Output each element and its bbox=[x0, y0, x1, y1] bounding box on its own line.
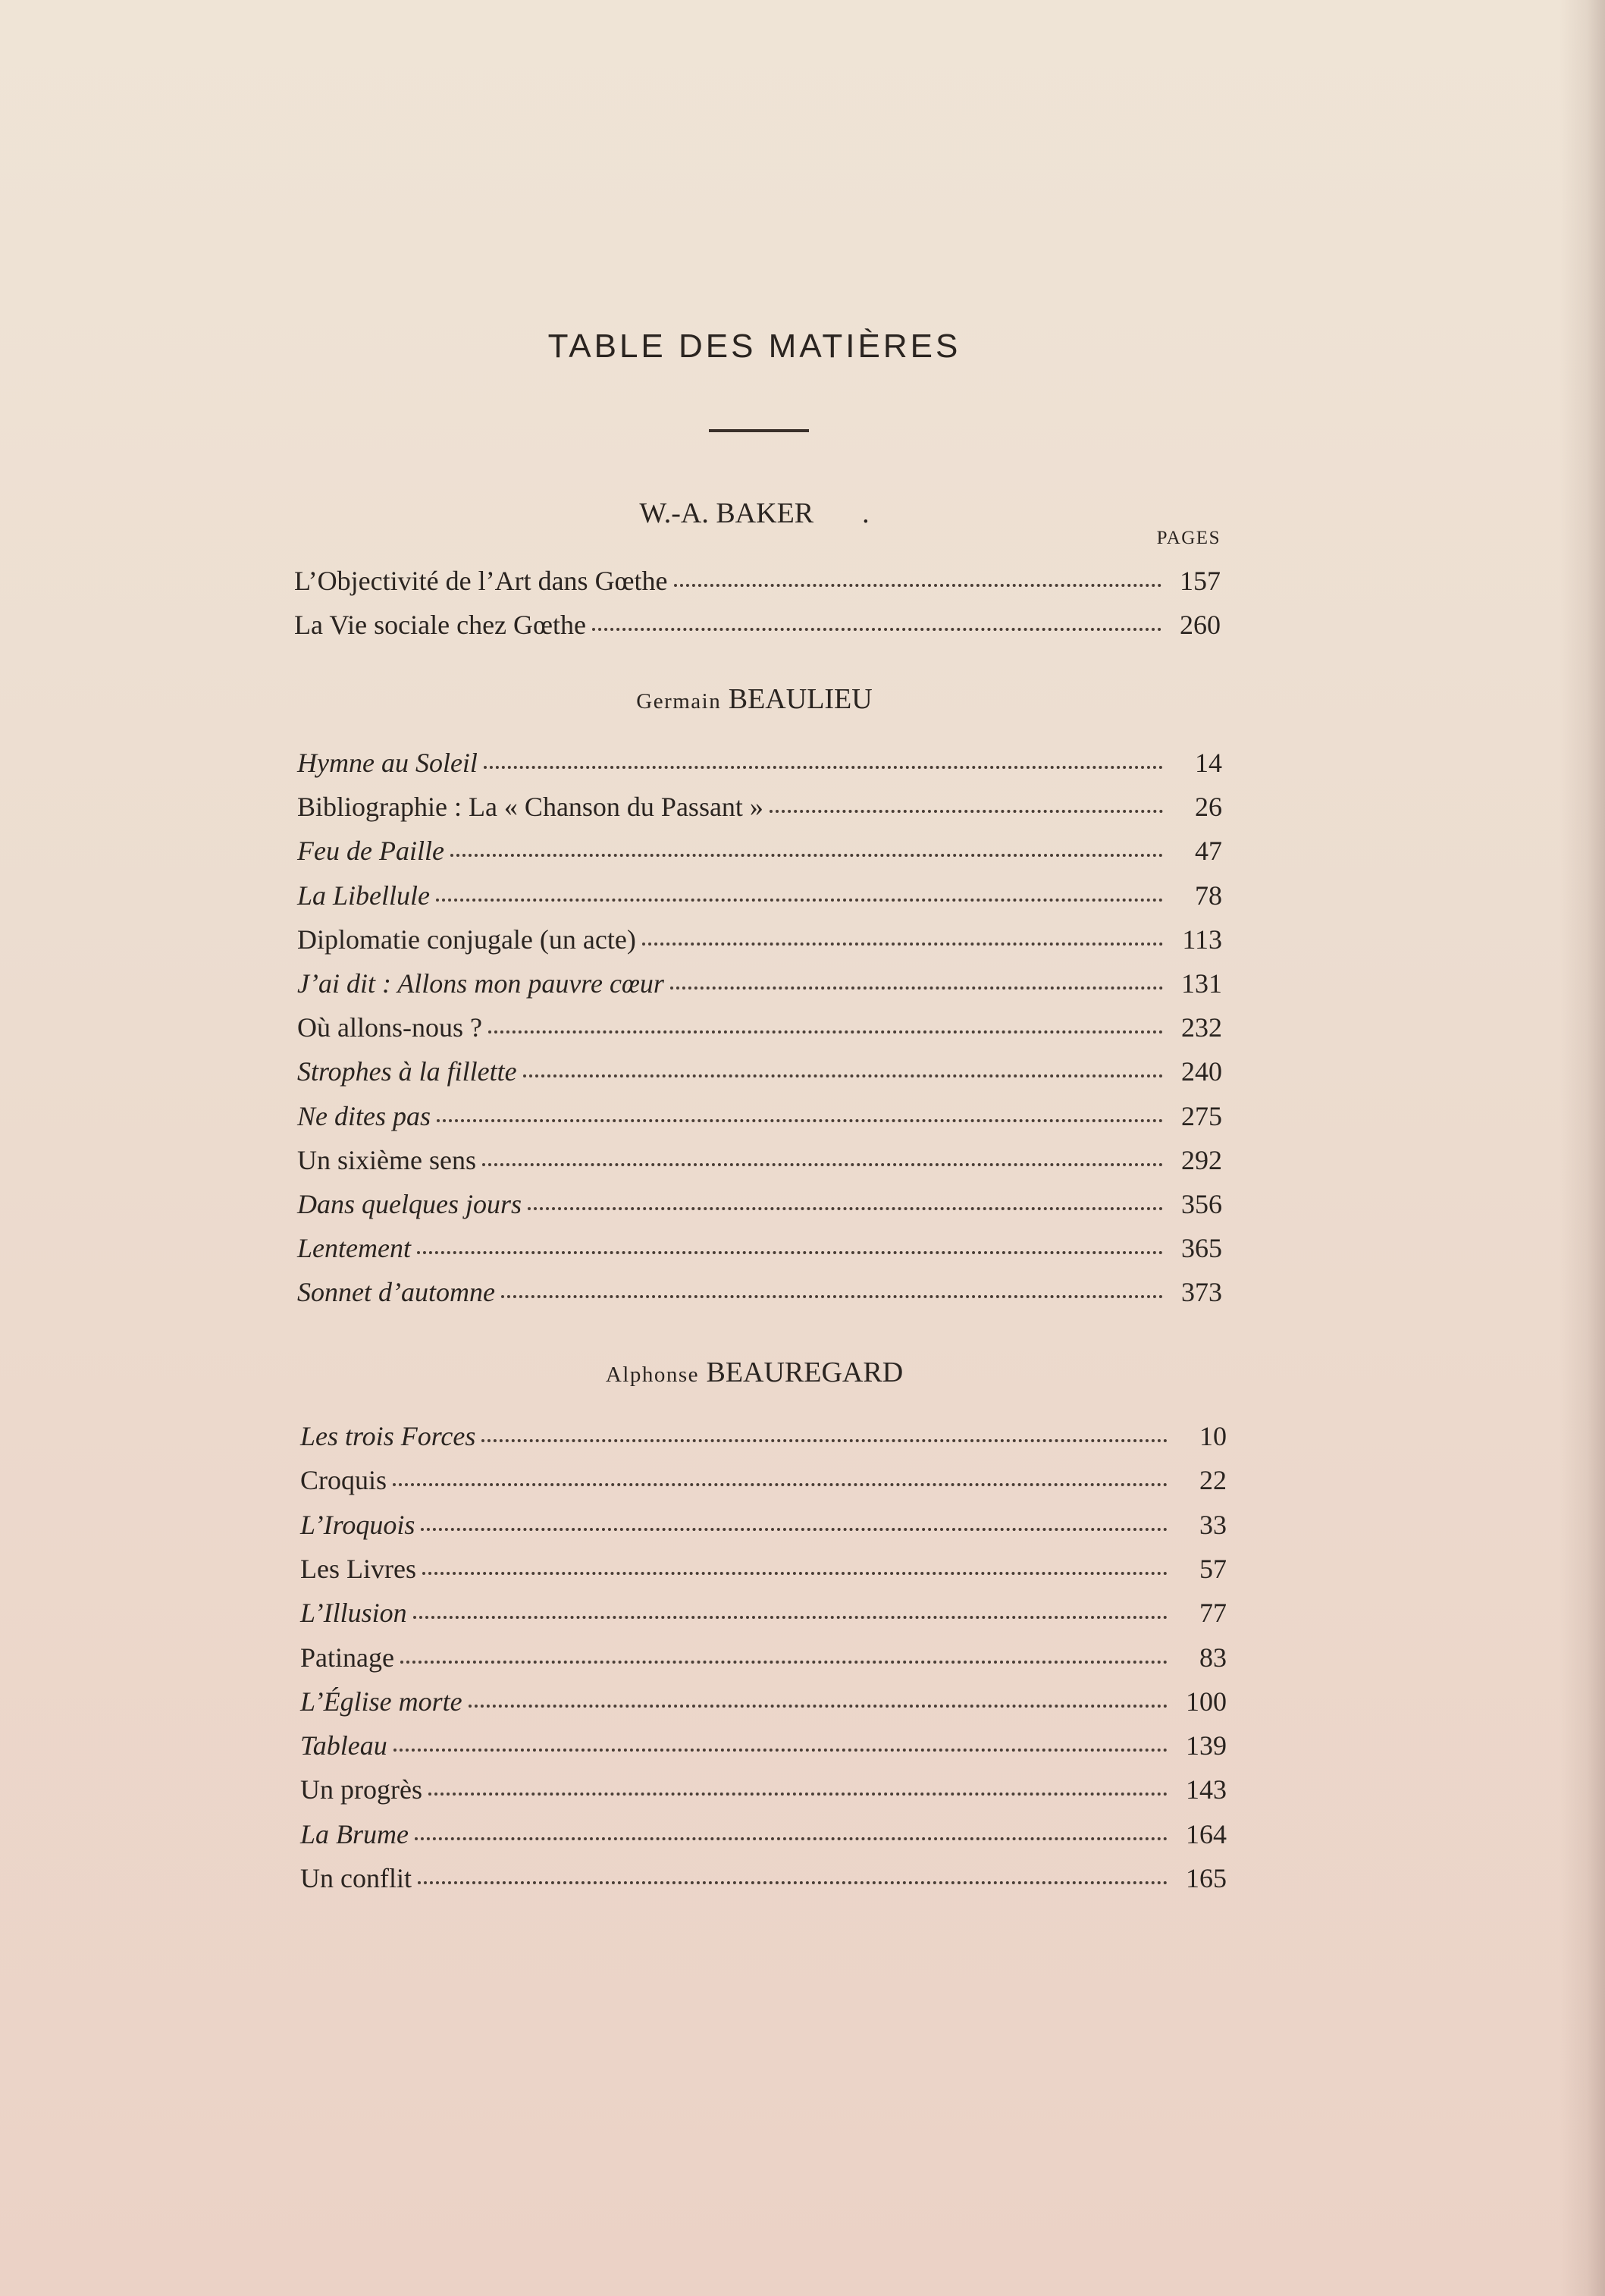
toc-entry bbox=[300, 1730, 1227, 1774]
toc-entry bbox=[297, 791, 1222, 835]
dot-leader bbox=[484, 758, 1163, 769]
toc-entry bbox=[297, 880, 1222, 924]
toc-entry-title: L’Illusion bbox=[300, 1598, 407, 1629]
toc-entry bbox=[300, 1774, 1227, 1818]
dot-leader bbox=[674, 576, 1161, 587]
toc-entry-page: 14 bbox=[1195, 748, 1222, 778]
toc-entry-title: Diplomatie conjugale (un acte) bbox=[297, 924, 636, 955]
toc-entry-title: Les trois Forces bbox=[300, 1421, 476, 1451]
dot-leader bbox=[450, 846, 1163, 857]
toc-entry bbox=[294, 609, 1221, 653]
toc-entry bbox=[297, 924, 1222, 968]
dot-leader bbox=[469, 1697, 1168, 1708]
toc-entry-title: Croquis bbox=[300, 1465, 387, 1496]
toc-entry-page: 113 bbox=[1182, 924, 1222, 955]
toc-entry-title: Sonnet d’automne bbox=[297, 1277, 495, 1308]
dot-leader bbox=[488, 1023, 1163, 1034]
toc-entry-page: 10 bbox=[1199, 1421, 1227, 1451]
dot-leader bbox=[393, 1476, 1168, 1486]
author-name: BEAUREGARD bbox=[706, 1357, 904, 1388]
toc-entry-title: La Vie sociale chez Gœthe bbox=[294, 610, 586, 640]
toc-entry-title: Un sixième sens bbox=[297, 1144, 476, 1175]
toc-entry bbox=[297, 1100, 1222, 1144]
toc-entry bbox=[300, 1597, 1227, 1641]
toc-entry-title: Strophes à la fillette bbox=[297, 1056, 517, 1087]
toc-entry-page: 22 bbox=[1199, 1465, 1227, 1496]
toc-entry-title: L’Église morte bbox=[300, 1686, 462, 1717]
toc-entry-page: 292 bbox=[1181, 1144, 1222, 1175]
toc-entry bbox=[297, 1012, 1222, 1055]
toc-entry-page: 165 bbox=[1186, 1863, 1227, 1893]
toc-entry bbox=[297, 1232, 1222, 1276]
toc-entry bbox=[300, 1686, 1227, 1730]
toc-entry-title: J’ai dit : Allons mon pauvre cœur bbox=[297, 968, 664, 999]
dot-leader bbox=[417, 1244, 1163, 1254]
dot-leader bbox=[481, 1432, 1168, 1442]
toc-entry-title: Un conflit bbox=[300, 1863, 412, 1893]
toc-entry bbox=[297, 968, 1222, 1012]
toc-entry-page: 57 bbox=[1199, 1553, 1227, 1584]
toc-entry bbox=[297, 747, 1222, 791]
dot-leader bbox=[418, 1874, 1168, 1884]
dot-leader bbox=[437, 1112, 1163, 1122]
toc-entry-title: La Libellule bbox=[297, 880, 431, 911]
page-spine-shadow bbox=[1560, 0, 1605, 2296]
toc-entry bbox=[300, 1553, 1227, 1597]
toc-entry-title: La Brume bbox=[300, 1818, 409, 1849]
toc-entry bbox=[300, 1464, 1227, 1508]
dot-leader bbox=[770, 802, 1163, 813]
toc-entry-title: L’Objectivité de l’Art dans Gœthe bbox=[294, 566, 668, 596]
toc-entry-page: 260 bbox=[1180, 610, 1221, 640]
toc-entry-title: Bibliographie : La « Chanson du Passant » bbox=[297, 792, 763, 823]
dot-leader bbox=[422, 1564, 1168, 1575]
toc-entry-page: 232 bbox=[1181, 1012, 1222, 1043]
toc-entry-page: 143 bbox=[1186, 1774, 1227, 1805]
dot-leader bbox=[642, 935, 1163, 946]
toc-entry bbox=[300, 1642, 1227, 1686]
toc-entry bbox=[297, 1055, 1222, 1099]
dot-leader bbox=[428, 1785, 1168, 1796]
toc-entry-page: 47 bbox=[1195, 836, 1222, 867]
dot-leader bbox=[415, 1830, 1168, 1840]
toc-entry-title: Hymne au Soleil bbox=[297, 748, 478, 778]
toc-entry bbox=[297, 1144, 1222, 1188]
toc-entry bbox=[297, 1276, 1222, 1320]
author-first-name: Germain bbox=[636, 689, 722, 714]
toc-entry bbox=[300, 1420, 1227, 1464]
toc-entry bbox=[300, 1862, 1227, 1906]
toc-entry-page: 356 bbox=[1181, 1189, 1222, 1219]
dot-leader bbox=[436, 891, 1163, 902]
toc-entry bbox=[297, 1188, 1222, 1232]
toc-entry-page: 33 bbox=[1199, 1509, 1227, 1540]
author-heading-beauregard bbox=[0, 1356, 1509, 1389]
dot-leader bbox=[400, 1653, 1168, 1664]
toc-entry-title: Tableau bbox=[300, 1730, 387, 1761]
toc-entry-page: 100 bbox=[1186, 1686, 1227, 1717]
toc-entry-page: 240 bbox=[1181, 1056, 1222, 1087]
dot-leader bbox=[501, 1288, 1163, 1298]
toc-entry-title: Un progrès bbox=[300, 1774, 422, 1805]
toc-entry-page: 139 bbox=[1186, 1730, 1227, 1761]
toc-entry-page: 365 bbox=[1181, 1233, 1222, 1264]
author-name: BEAULIEU bbox=[728, 683, 873, 715]
dot-leader bbox=[592, 620, 1161, 631]
toc-entry bbox=[300, 1818, 1227, 1862]
dot-leader bbox=[413, 1608, 1168, 1619]
dot-leader bbox=[482, 1156, 1163, 1166]
toc-entry-title: Ne dites pas bbox=[297, 1100, 431, 1131]
toc-entry-page: 78 bbox=[1195, 880, 1222, 911]
author-name: W.-A. BAKER bbox=[639, 497, 814, 529]
title-divider bbox=[709, 429, 809, 432]
toc-entry-page: 275 bbox=[1181, 1100, 1222, 1131]
toc-entry-title: Feu de Paille bbox=[297, 836, 444, 867]
toc-entry-page: 26 bbox=[1195, 792, 1222, 823]
toc-entry bbox=[300, 1509, 1227, 1553]
dot-leader bbox=[421, 1520, 1168, 1531]
toc-entry-title: Dans quelques jours bbox=[297, 1189, 522, 1219]
toc-entry bbox=[297, 835, 1222, 879]
toc-entry bbox=[294, 565, 1221, 609]
toc-entry-page: 131 bbox=[1181, 968, 1222, 999]
author-trailing-mark: . bbox=[862, 497, 870, 529]
toc-entry-page: 373 bbox=[1181, 1277, 1222, 1308]
dot-leader bbox=[523, 1067, 1163, 1077]
toc-entry-title: Patinage bbox=[300, 1642, 394, 1673]
author-heading-beaulieu bbox=[0, 682, 1509, 716]
dot-leader bbox=[393, 1741, 1168, 1752]
author-heading-baker bbox=[0, 497, 1509, 530]
toc-entry-title: Où allons-nous ? bbox=[297, 1012, 482, 1043]
dot-leader bbox=[528, 1200, 1163, 1210]
page-title: TABLE DES MATIÈRES bbox=[547, 328, 961, 365]
toc-entry-page: 77 bbox=[1199, 1598, 1227, 1629]
toc-entry-title: Lentement bbox=[297, 1233, 411, 1264]
toc-entry-page: 164 bbox=[1186, 1818, 1227, 1849]
pages-column-label: PAGES bbox=[1156, 528, 1221, 548]
toc-entry-title: Les Livres bbox=[300, 1553, 416, 1584]
author-first-name: Alphonse bbox=[605, 1363, 699, 1387]
toc-entry-title: L’Iroquois bbox=[300, 1509, 415, 1540]
toc-entry-page: 157 bbox=[1180, 566, 1221, 596]
toc-entry-page: 83 bbox=[1199, 1642, 1227, 1673]
dot-leader bbox=[670, 979, 1163, 990]
